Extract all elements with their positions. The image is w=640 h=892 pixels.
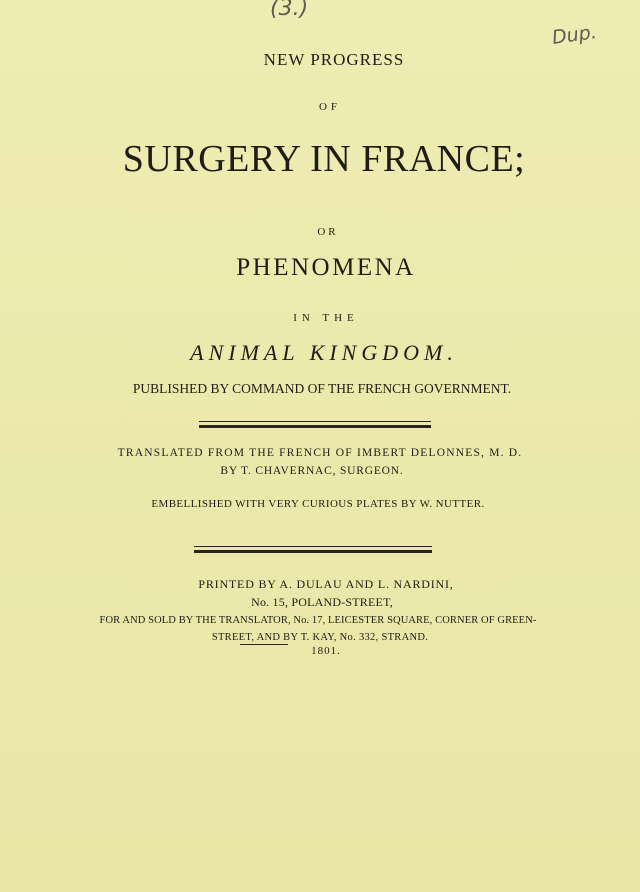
printer-address: No. 15, POLAND-STREET, — [251, 595, 393, 609]
plates-credit: EMBELLISHED WITH VERY CURIOUS PLATES BY W. NUTTER. — [151, 498, 485, 510]
title-line-new-progress: NEW PROGRESS — [263, 50, 405, 69]
printer-line: PRINTED BY A. DULAU AND L. NARDINI, — [198, 577, 454, 591]
translation-credit: TRANSLATED FROM THE FRENCH OF IMBERT DELONNES, M. D. — [117, 447, 523, 459]
title-line-or: OR — [317, 226, 339, 238]
signature-pencil-note: Dup. — [550, 20, 599, 50]
seller-line: FOR AND SOLD BY THE TRANSLATOR, No. 17, LEICESTER SQUARE, CORNER OF GREEN- — [99, 615, 537, 626]
double-rule-top-lower — [199, 425, 431, 428]
double-rule-top-upper — [199, 421, 431, 422]
publication-year: 1801. — [311, 645, 341, 657]
main-title: SURGERY IN FRANCE; — [122, 138, 526, 180]
seller-line-continued: STREET, AND BY T. KAY, No. 332, STRAND. — [211, 632, 429, 643]
double-rule-bottom-upper — [194, 546, 432, 547]
title-line-in-the: IN THE — [293, 312, 359, 324]
subtitle-animal-kingdom: ANIMAL KINGDOM. — [190, 340, 458, 365]
folio-pencil-note: (3.) — [270, 0, 309, 21]
publication-authority: PUBLISHED BY COMMAND OF THE FRENCH GOVERNMENT. — [132, 381, 512, 396]
subtitle-phenomena: PHENOMENA — [236, 254, 416, 281]
double-rule-bottom-lower — [194, 550, 432, 553]
translator-name: BY T. CHAVERNAC, SURGEON. — [220, 465, 404, 477]
title-line-of: OF — [318, 101, 342, 113]
